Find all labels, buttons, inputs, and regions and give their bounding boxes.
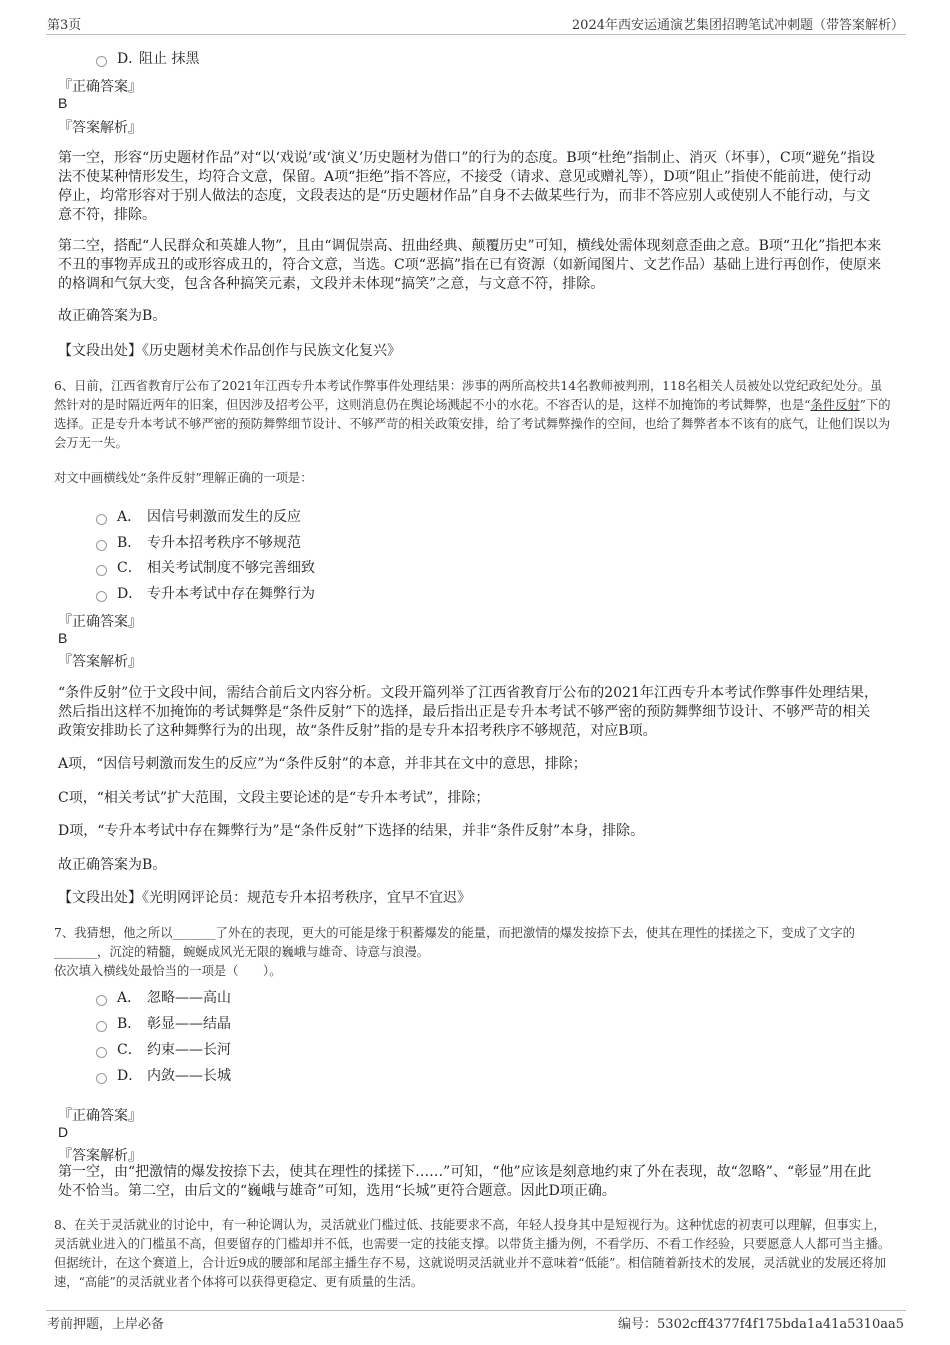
analysis-paragraph: C项，“相关考试”扩大范围，文段主要论述的是“专升本考试”，排除；	[58, 790, 490, 806]
page-number: 第3页	[47, 18, 82, 33]
question-prompt: 对文中画横线处“条件反射”理解正确的一项是：	[54, 471, 313, 485]
source-citation: 【文段出处】《光明网评论员：规范专升本招考秩序，宜早不宜迟》	[58, 890, 471, 906]
correct-answer-value: B	[58, 95, 68, 111]
analysis-paragraph: 第一空，由“把激情的爆发按捺下去，使其在理性的揉搓下……”可知，“他”应该是刻意地约束了外在表现，故“忽略”、“彰显”用在此处不恰当。第二空，由后文的“巍峨与雄奇”可知，选用“长城”更符合题意。因此D项正确。	[58, 1164, 872, 1199]
question-stem: 8、在关于灵活就业的讨论中，有一种论调认为，灵活就业门槛过低、技能要求不高，年轻人投身其中是短视行为。这种忧虑的初衷可以理解，但事实上，灵活就业进入的门槛虽不高，但要留存的门槛却并不低，也需要一定的技能支撑。以带货主播为例，不看学历、不看工作经验，只要愿意人人都可当主播。但据统计，在这个赛道上，合计近9成的腰部和尾部主播生存不易，这就说明灵活就业并不意味着“低能”。相信随着新技术的发展，灵活就业的发展还将加速，“高能”的灵活就业者个体将可以获得更稳定、更有质量的生活。	[54, 1218, 891, 1289]
q6-option-d[interactable]: D． 专升本考试中存在舞弊行为	[96, 583, 315, 603]
header-rule	[46, 34, 906, 35]
q6-option-b[interactable]: B． 专升本招考秩序不够规范	[96, 532, 301, 552]
correct-answer-label: 『正确答案』	[58, 79, 142, 95]
question-stem: 7、我猜想，他之所以_______了外在的表现，更大的可能是缘于积蓄爆发的能量，而把激情的爆发按捺下去，使其在理性的揉搓之下，变成了文字的_______，沉淀的精髓，蜿蜒成风光无限的巍峨与雄奇、诗意与浪漫。	[54, 926, 855, 959]
analysis-paragraph: D项，“专升本考试中存在舞弊行为”是“条件反射”下选择的结果，并非“条件反射”本身，排除。	[58, 823, 645, 839]
analysis-paragraph: “条件反射”位于文段中间，需结合前后文内容分析。文段开篇列举了江西省教育厅公布的2021年江西专升本考试作弊事件处理结果，然后指出这样不加掩饰的考试舞弊是“条件反射”下的选择，最后指出正是专升本考试不够严密的预防舞弊细节设计、不够严苛的相关政策安排助长了这种舞弊行为的出现，故“条件反射”指的是专升本招考秩序不够规范，对应B项。	[58, 685, 878, 739]
source-citation: 【文段出处】《历史题材美术作品创作与民族文化复兴》	[58, 343, 401, 359]
radio-icon[interactable]	[96, 514, 107, 525]
radio-icon[interactable]	[96, 995, 107, 1006]
analysis-paragraph: 第一空，形容“历史题材作品”对“以‘戏说’或‘演义’历史题材为借口”的行为的态度。B项“杜绝”指制止、消灭（坏事），C项“避免”指设法不使某种情形发生，均符合文意，保留。A项“拒绝”指不答应，不接受（请求、意见或赠礼等），D项“阻止”指使不能前进，使行动停止，均常形容对于别人做法的态度，文段表达的是“历史题材作品”自身不去做某些行为，而非不答应别人或使别人不能行动，与文意不符，排除。	[58, 150, 876, 223]
footer-rule	[46, 1310, 906, 1311]
document-id: 编号：5302cff4377f4f175bda1a41a5310aa5	[618, 1317, 904, 1332]
underlined-term: 条件反射	[810, 398, 860, 412]
q7-option-d[interactable]: D． 内敛——长城	[96, 1065, 231, 1085]
analysis-label: 『答案解析』	[58, 654, 142, 670]
q5-option-d[interactable]: D． 阻止 抹黑	[96, 48, 199, 68]
radio-icon[interactable]	[96, 1073, 107, 1084]
q6-option-a[interactable]: A． 因信号刺激而发生的反应	[96, 506, 301, 526]
radio-icon[interactable]	[96, 591, 107, 602]
q7-option-c[interactable]: C． 约束——长河	[96, 1039, 231, 1059]
q7-option-b[interactable]: B． 彰显——结晶	[96, 1013, 231, 1033]
radio-icon[interactable]	[96, 540, 107, 551]
q6-option-c[interactable]: C． 相关考试制度不够完善细致	[96, 557, 315, 577]
analysis-paragraph: 第二空，搭配“人民群众和英雄人物”，且由“调侃崇高、扭曲经典、颠覆历史”可知，横线处需体现刻意歪曲之意。B项“丑化”指把本来不丑的事物弄成丑的或形容成丑的，符合文意，当选。C项“恶搞”指在已有资源（如新闻图片、文艺作品）基础上进行再创作，使原来的格调和气氛大变，包含各种搞笑元素，文段并未体现“搞笑”之意，与文意不符，排除。	[58, 238, 882, 292]
document-title: 2024年西安运通演艺集团招聘笔试冲刺题（带答案解析）	[571, 18, 904, 33]
q7-option-a[interactable]: A． 忽略——高山	[96, 987, 231, 1007]
correct-answer-label: 『正确答案』	[58, 1108, 142, 1124]
analysis-conclusion: 故正确答案为B。	[58, 308, 167, 324]
analysis-label: 『答案解析』	[58, 1148, 142, 1164]
radio-icon[interactable]	[96, 1047, 107, 1058]
radio-icon[interactable]	[96, 1021, 107, 1032]
radio-icon[interactable]	[96, 565, 107, 576]
radio-icon[interactable]	[96, 56, 107, 67]
analysis-label: 『答案解析』	[58, 120, 142, 136]
footer-slogan: 考前押题，上岸必备	[47, 1317, 165, 1332]
analysis-conclusion: 故正确答案为B。	[58, 857, 167, 873]
analysis-paragraph: A项，“因信号刺激而发生的反应”为“条件反射”的本意，并非其在文中的意思，排除；	[58, 756, 587, 772]
correct-answer-label: 『正确答案』	[58, 614, 142, 630]
question-prompt: 依次填入横线处最恰当的一项是（ ）。	[54, 964, 282, 978]
question-stem: 6、日前，江西省教育厅公布了2021年江西专升本考试作弊事件处理结果：涉事的两所高校共14名教师被判刑，118名相关人员被处以党纪政纪处分。虽然针对的是时隔近两年的旧案，但因涉及招考公平，这则消息仍在舆论场溅起不小的水花。不容否认的是，这样不加掩饰的考试舞弊，也是“条件反射”下的选择。正是专升本考试不够严密的预防舞弊细节设计、不够严苛的相关政策安排，给了考试舞弊操作的空间，也给了舞弊者本不该有的底气，让他们误以为会万无一失。	[54, 379, 891, 450]
correct-answer-value: D	[58, 1124, 69, 1140]
correct-answer-value: B	[58, 630, 68, 646]
